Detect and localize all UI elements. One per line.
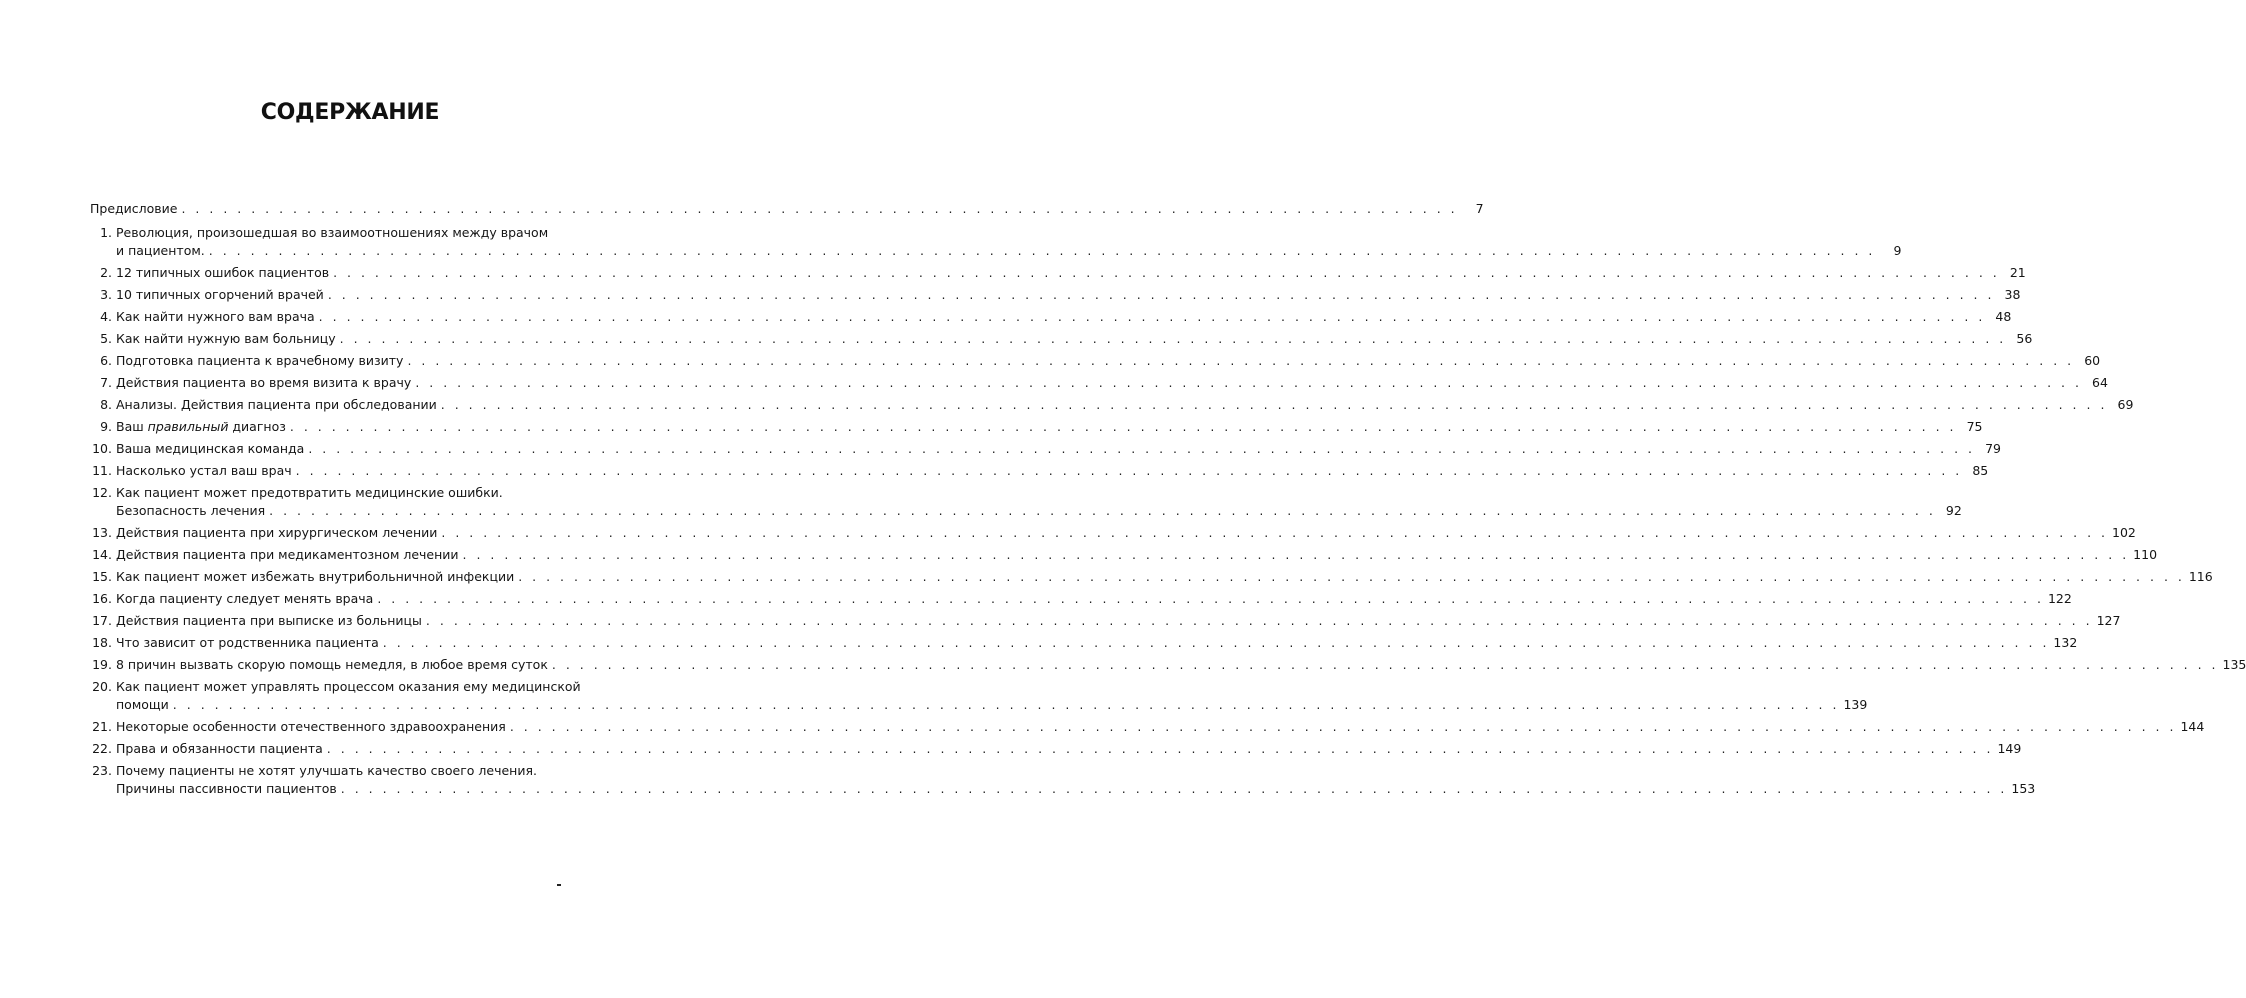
toc-entry-number: 7. [100, 375, 112, 390]
leader-dots: . . . . . . . . . . . . . . . . . . . . . . . . . . . . . . . . . . . . . . . . . . . . . . . . . . . . . . . . . . . . . . . . . . . . . . . . . . . . . . . . . . . . . . . . . . . . . . . . . . . . . . . . . . . . . . . . . . . . . . . . [551, 657, 2219, 672]
leader-dots: . . . . . . . . . . . . . . . . . . . . . . . . . . . . . . . . . . . . . . . . . . . . . . . . . . . . . . . . . . . . . . . . . . . . . . . . . . . . . . . . . . . . . . . . . . . . . . . . . . . . . . . . . . . . . . . . . . . . . . . . [377, 591, 2044, 606]
toc-page-number: 102 [2112, 525, 2136, 540]
leader-dots: . . . . . . . . . . . . . . . . . . . . . . . . . . . . . . . . . . . . . . . . . . . . . . . . . . . . . . . . . . . . . . . . . . . . . . . . . . . . . . . . . . . . . . . . . . . . . . . . . . . . . . . . . . . . . . . . . . . . . . . . [441, 525, 2109, 540]
toc-entry-number: 14. [92, 547, 112, 562]
toc-entry-label: Ваша медицинская команда [116, 441, 305, 456]
toc-page-number: 38 [2004, 287, 2021, 302]
toc-entry-label: Что зависит от родственника пациента [116, 635, 379, 650]
toc-entry[interactable] [90, 718, 2205, 736]
toc-entry[interactable] [90, 352, 2101, 370]
toc-entry-label: Как пациент может избежать внутрибольничной инфекции [116, 569, 515, 584]
toc-page-number: 85 [1972, 463, 1989, 478]
leader-dots: . . . . . . . . . . . . . . . . . . . . . . . . . . . . . . . . . . . . . . . . . . . . . . . . . . . . . . . . . . . . . . . . . . . . . . . . . . . . . . . . . . . . . . . . . . . . . . . . . . . . . . . . . . . . . . . . . . . . . . . . [172, 697, 1840, 712]
toc-page-number: 60 [2084, 353, 2101, 368]
toc-page-number: 149 [1997, 741, 2022, 756]
toc-entry-label: Действия пациента при медикаментозном лечении [116, 547, 459, 562]
toc-entry-number: 3. [100, 287, 112, 302]
toc-entry[interactable] [90, 374, 2108, 392]
toc-page-number: 7 [1475, 201, 1484, 216]
toc-entry[interactable] [90, 568, 2213, 586]
leader-dots: . . . . . . . . . . . . . . . . . . . . . . . . . . . . . . . . . . . . . . . . . . . . . . . . . . . . . . . . . . . . . . . . . . . . . . . . . . . . . . . . . . . . . . . . . . . . . . . . . . . . . . . . . . . . . . . . . . . . . . . . [340, 781, 2008, 796]
leader-dots: . . . . . . . . . . . . . . . . . . . . . . . . . . . . . . . . . . . . . . . . . . . . . . . . . . . . . . . . . . . . . . . . . . . . . . . . . . . . . . . . . . . . . . . . . . . . . . . . . . . . . . . . . . . . . . . . . . . . . . . . [333, 265, 2000, 280]
leader-dots: . . . . . . . . . . . . . . . . . . . . . . . . . . . . . . . . . . . . . . . . . . . . . . . . . . . . . . . . . . . . . . . . . . . . . . . . . . . . . . . . . . . . . . . . . . . . . . . . . . . . . . . . . . . . . . . . . . . . . . . . [509, 719, 2177, 734]
toc-entry-label: Действия пациента при выписке из больницы [116, 613, 422, 628]
toc-entry-label: Некоторые особенности отечественного здравоохранения [116, 719, 506, 734]
toc-entry-label: Действия пациента при хирургическом лечении [116, 525, 438, 540]
toc-entry-label: Подготовка пациента к врачебному визиту [116, 353, 404, 368]
leader-dots: . . . . . . . . . . . . . . . . . . . . . . . . . . . . . . . . . . . . . . . . . . . . . . . . . . . . . . . . . . . . . . . . . . . . . . . . . . . . . . . . . . . . . . . . . . . . . . . . . . . . . . . . . . . . . . . . . . . . . . . . [295, 463, 1963, 478]
toc-page-number: 139 [1843, 697, 1868, 712]
page-title: СОДЕРЖАНИЕ [260, 100, 440, 125]
leader-dots: . . . . . . . . . . . . . . . . . . . . . . . . . . . . . . . . . . . . . . . . . . . . . . . . . . . . . . . . . . . . . . . . . . . . . . . . . . . . . . . . . . . . . . . . . . . . . . . . . . . . . . . . . . . . . . . . . . . . . . . . [318, 309, 1986, 324]
leader-dots: . . . . . . . . . . . . . . . . . . . . . . . . . . . . . . . . . . . . . . . . . . . . . . . . . . . . . . . . . . . . . . . . . . . . . . . . . . . . . . . . . . . . . . . . . . . . . . . . . . . . . . . . . . . . . . . . . . . . . . . . [308, 441, 1975, 456]
toc-entry-number: 10. [92, 441, 112, 456]
leader-dots: . . . . . . . . . . . . . . . . . . . . . . . . . . . . . . . . . . . . . . . . . . . . . . . . . . . . . . . . . . . . . . . . . . . . . . . . . . . . . . . . . . . . . . . . . . . . . . . . . . . . . . . . . . . . . . . . . . . . . . . . [326, 741, 1994, 756]
toc-entry-number: 8. [100, 397, 112, 412]
toc-entry[interactable] [90, 678, 1868, 714]
toc-entry[interactable] [90, 308, 2012, 326]
toc-entry-label: Предисловие [90, 201, 178, 216]
toc-entry[interactable] [90, 546, 2158, 564]
toc-entry-label: Анализы. Действия пациента при обследовании [116, 397, 437, 412]
toc-entry-label: Действия пациента во время визита к врачу [116, 375, 412, 390]
toc-entry-label: 12 типичных ошибок пациентов [116, 265, 330, 280]
toc-entry[interactable] [90, 286, 2021, 304]
toc-page-number: 56 [2016, 331, 2033, 346]
toc-entry-label: Почему пациенты не хотят улучшать качество своего лечения. [116, 763, 537, 778]
toc-entry[interactable] [90, 484, 1962, 520]
toc-entry-number: 13. [92, 525, 112, 540]
leader-dots: . . . . . . . . . . . . . . . . . . . . . . . . . . . . . . . . . . . . . . . . . . . . . . . . . . . . . . . . . . . . . . . . . . . . . . . . . . . . . . . . . . . . . . . . . . . . . . . . . . . . . . . . . . . . . . . . . . . . . . . . [339, 331, 2007, 346]
toc-page-number: 9 [1893, 243, 1902, 258]
toc-page-number: 153 [2011, 781, 2036, 796]
toc-page-number: 92 [1945, 503, 1962, 518]
toc-entry[interactable] [90, 762, 2036, 798]
toc-entry-label: Причины пассивности пациентов [116, 781, 337, 796]
label-part: Ваш [116, 419, 148, 434]
toc-entry-preface[interactable] [90, 200, 1484, 218]
toc-entry[interactable] [90, 590, 2072, 608]
toc-entry[interactable] [90, 440, 2001, 458]
toc-entry-label: Революция, произошедшая во взаимоотношениях между врачом [116, 225, 549, 240]
leader-dots: . . . . . . . . . . . . . . . . . . . . . . . . . . . . . . . . . . . . . . . . . . . . . . . . . . . . . . . . . . . . . . . . . . . . . . . . . . . . . . . . . . . . . . . . . . . . . . . . . . . . . . . . . . . . . . . . . . . . . . . . [289, 419, 1957, 434]
leader-dots: . . . . . . . . . . . . . . . . . . . . . . . . . . . . . . . . . . . . . . . . . . . . . . . . . . . . . . . . . . . . . . . . . . . . . . . . . . . . . . . . . . . . . . . . . . . . . . . . . . . . . . . . . . . . . . . . . . . . . . . . [518, 569, 2185, 584]
toc-entry[interactable] [90, 224, 1902, 260]
toc-entry[interactable] [90, 524, 2136, 542]
toc-entry-label: Безопасность лечения [116, 503, 266, 518]
leader-dots: . . . . . . . . . . . . . . . . . . . . . . . . . . . . . . . . . . . . . . . . . . . . . . . . . . . . . . . . . . . . . . . . . . . . . . . . . . . . . . . . . . . . . . . . . . . . [181, 201, 1458, 216]
toc-entry-label: Насколько устал ваш врач [116, 463, 292, 478]
leader-dots: . . . . . . . . . . . . . . . . . . . . . . . . . . . . . . . . . . . . . . . . . . . . . . . . . . . . . . . . . . . . . . . . . . . . . . . . . . . . . . . . . . . . . . . . . . . . . . . . . . . . . . . . . . . . . . . . . . . . . . . . [407, 353, 2075, 368]
leader-dots: . . . . . . . . . . . . . . . . . . . . . . . . . . . . . . . . . . . . . . . . . . . . . . . . . . . . . . . . . . . . . . . . . . . . . . . . . . . . . . . . . . . . . . . . . . . . . . . . . . . . . . . . . . . . . . . . . . . . . . . . [462, 547, 2130, 562]
toc-entry-label: Как пациент может предотвратить медицинские ошибки. [116, 485, 503, 500]
toc-entry-label [116, 418, 286, 436]
toc-entry-number: 1. [100, 225, 112, 240]
toc-entry-label: Права и обязанности пациента [116, 741, 323, 756]
toc-entry-label: Как найти нужную вам больницу [116, 331, 336, 346]
toc-entry-number: 22. [92, 741, 112, 756]
toc-entry-number: 2. [100, 265, 112, 280]
toc-page-number: 69 [2117, 397, 2134, 412]
toc-entry-number: 6. [100, 353, 112, 368]
toc-page-number: 110 [2133, 547, 2158, 562]
toc-entry-number: 5. [100, 331, 112, 346]
leader-dots: . . . . . . . . . . . . . . . . . . . . . . . . . . . . . . . . . . . . . . . . . . . . . . . . . . . . . . . . . . . . . . . . . . . . . . . . . . . . . . . . . . . . . . . . . . . . . . . . . . . . . . . . . . . . . . . . . . . . . . . . [415, 375, 2082, 390]
toc-page-number: 144 [2180, 719, 2205, 734]
toc-page-number: 75 [1966, 419, 1983, 434]
toc-entry-label: 10 типичных огорчений врачей [116, 287, 324, 302]
toc-page-number: 135 [2222, 657, 2246, 672]
toc-entry-number: 19. [92, 657, 112, 672]
toc-entry-number: 16. [92, 591, 112, 606]
toc-page-number: 122 [2047, 591, 2072, 606]
toc-entry-label: 8 причин вызвать скорую помощь немедля, в любое время суток [116, 657, 548, 672]
toc-entry[interactable] [90, 330, 2033, 348]
leader-dots: . . . . . . . . . . . . . . . . . . . . . . . . . . . . . . . . . . . . . . . . . . . . . . . . . . . . . . . . . . . . . . . . . . . . . . . . . . . . . . . . . . . . . . . . . . . . . . . . . . . . . . . . . . . . . . . . . . . . . . . . [440, 397, 2108, 412]
toc-page-number: 48 [1995, 309, 2012, 324]
toc-page-number: 132 [2053, 635, 2078, 650]
toc-entry-number: 23. [92, 763, 112, 778]
toc-entry-number: 15. [92, 569, 112, 584]
leader-dots: . . . . . . . . . . . . . . . . . . . . . . . . . . . . . . . . . . . . . . . . . . . . . . . . . . . . . . . . . . . . . . . . . . . . . . . . . . . . . . . . . . . . . . . . . . . . . . . . . . . . . . . . . . . . . . . . . . . . . . . . [425, 613, 2093, 628]
label-emphasis: правильный [147, 419, 229, 434]
toc-entry[interactable] [90, 740, 2022, 758]
toc-page-number: 21 [2009, 265, 2026, 280]
toc-page-number: 116 [2188, 569, 2213, 584]
toc-entry[interactable] [90, 462, 1989, 480]
toc-entry[interactable] [90, 612, 2121, 630]
toc-entry-number: 20. [92, 679, 112, 694]
toc-entry-number: 11. [92, 463, 112, 478]
toc-entry-label: Когда пациенту следует менять врача [116, 591, 374, 606]
toc-entry-label: Как пациент может управлять процессом оказания ему медицинской [116, 679, 581, 694]
toc-entry-label: помощи [116, 697, 169, 712]
toc-entry-number: 4. [100, 309, 112, 324]
toc-page-number: 127 [2096, 613, 2121, 628]
toc-entry[interactable] [90, 396, 2134, 414]
label-part: диагноз [228, 419, 286, 434]
toc-entry-number: 12. [92, 485, 112, 500]
toc-entry-number: 18. [92, 635, 112, 650]
toc-page-number: 79 [1985, 441, 2001, 456]
toc-entry-number: 9. [100, 419, 112, 434]
table-of-contents [90, 200, 2246, 802]
toc-entry-number: 17. [92, 613, 112, 628]
ink-mark [557, 884, 561, 886]
toc-entry[interactable] [90, 264, 2026, 282]
toc-entry-label: и пациентом. [116, 243, 205, 258]
toc-entry[interactable] [90, 634, 2078, 652]
leader-dots: . . . . . . . . . . . . . . . . . . . . . . . . . . . . . . . . . . . . . . . . . . . . . . . . . . . . . . . . . . . . . . . . . . . . . . . . . . . . . . . . . . . . . . . . . . . . . . . . . . . . . . . . . . . . . . . . . . . . . . . . [327, 287, 1995, 302]
leader-dots: . . . . . . . . . . . . . . . . . . . . . . . . . . . . . . . . . . . . . . . . . . . . . . . . . . . . . . . . . . . . . . . . . . . . . . . . . . . . . . . . . . . . . . . . . . . . . . . . . . . . . . . . . . . . . . . . . . . . . . . . [269, 503, 1936, 518]
leader-dots: . . . . . . . . . . . . . . . . . . . . . . . . . . . . . . . . . . . . . . . . . . . . . . . . . . . . . . . . . . . . . . . . . . . . . . . . . . . . . . . . . . . . . . . . . . . . . . . . . . . . . . . . . . . . . . . . . . . . . . . . [208, 243, 1876, 258]
toc-entry-number: 21. [92, 719, 112, 734]
toc-entry-label: Как найти нужного вам врача [116, 309, 315, 324]
leader-dots: . . . . . . . . . . . . . . . . . . . . . . . . . . . . . . . . . . . . . . . . . . . . . . . . . . . . . . . . . . . . . . . . . . . . . . . . . . . . . . . . . . . . . . . . . . . . . . . . . . . . . . . . . . . . . . . . . . . . . . . . [382, 635, 2050, 650]
toc-page-number: 64 [2092, 375, 2108, 390]
toc-entry[interactable] [90, 656, 2246, 674]
toc-entry[interactable] [90, 418, 1983, 436]
